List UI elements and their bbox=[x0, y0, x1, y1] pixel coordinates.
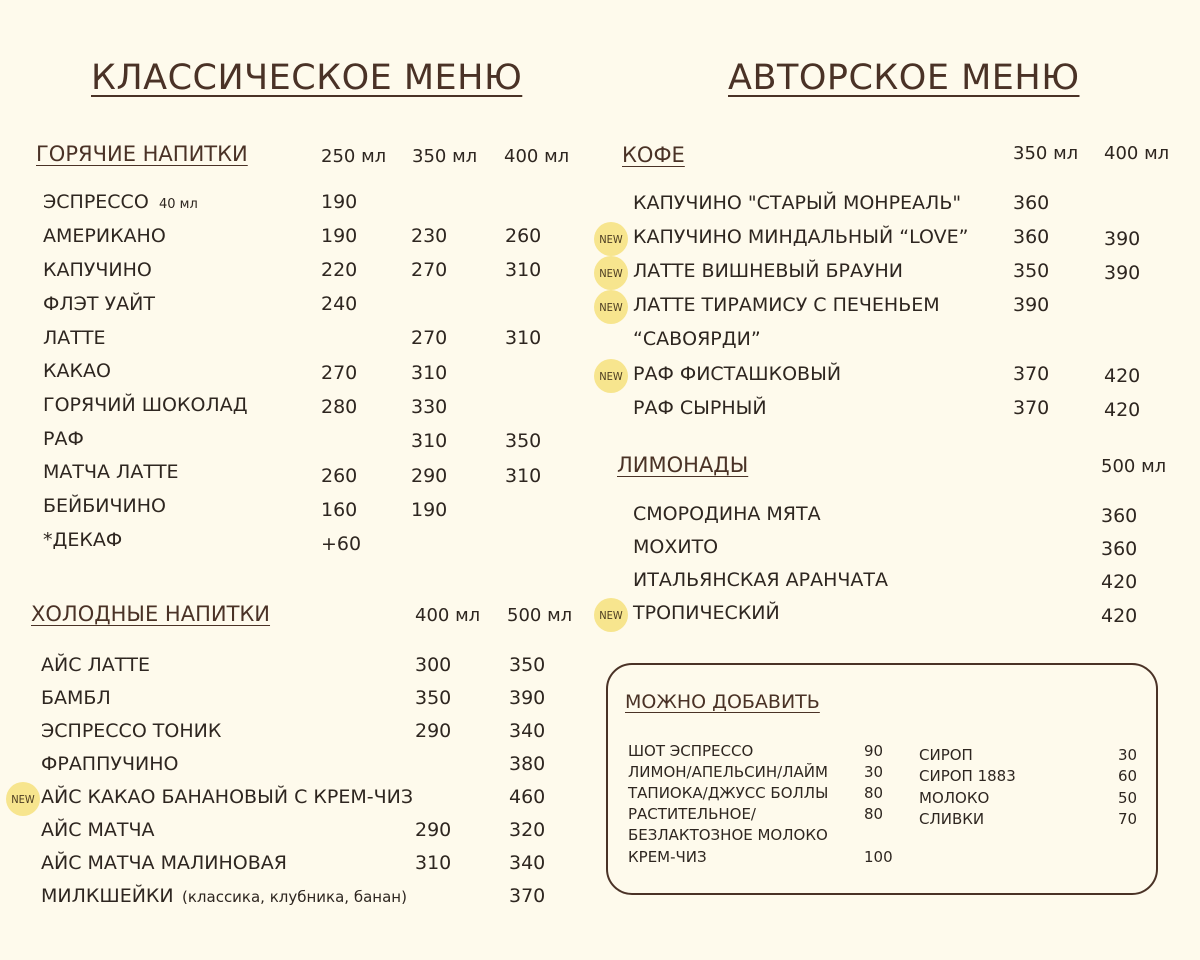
lemonade-item-name: ИТАЛЬЯНСКАЯ АРАНЧАТА bbox=[633, 569, 888, 591]
coffee-price: 390 bbox=[1104, 228, 1141, 250]
coffee-price: 370 bbox=[1013, 397, 1050, 419]
cold-size-400: 400 мл bbox=[415, 605, 481, 626]
new-badge: NEW bbox=[6, 782, 40, 816]
hot-item-name: БЕЙБИЧИНО bbox=[43, 495, 166, 517]
addon-name: ШОТ ЭСПРЕССО bbox=[628, 742, 754, 760]
cold-price: 350 bbox=[509, 654, 546, 676]
coffee-price: 360 bbox=[1013, 192, 1050, 214]
hot-item-name: ЭСПРЕССО bbox=[43, 191, 149, 213]
coffee-price: 420 bbox=[1104, 365, 1141, 387]
new-badge: NEW bbox=[594, 359, 628, 393]
coffee-item-name: “САВОЯРДИ” bbox=[633, 328, 761, 350]
hot-price: 220 bbox=[321, 259, 358, 281]
classic-menu-title: КЛАССИЧЕСКОЕ МЕНЮ bbox=[91, 58, 523, 98]
hot-price: 230 bbox=[411, 225, 448, 247]
cold-drinks-title: ХОЛОДНЫЕ НАПИТКИ bbox=[31, 602, 271, 626]
addon-price: 80 bbox=[864, 805, 884, 823]
addon-price: 70 bbox=[1118, 810, 1138, 828]
hot-item-name: ФЛЭТ УАЙТ bbox=[43, 293, 155, 315]
hot-price: 190 bbox=[321, 225, 358, 247]
cold-item-name: БАМБЛ bbox=[41, 687, 111, 709]
hot-price: 260 bbox=[505, 225, 542, 247]
addon-price: 90 bbox=[864, 742, 884, 760]
hot-price: 310 bbox=[411, 362, 448, 384]
coffee-price: 420 bbox=[1104, 399, 1141, 421]
hot-drinks-title: ГОРЯЧИЕ НАПИТКИ bbox=[36, 142, 248, 166]
addon-price: 80 bbox=[864, 784, 884, 802]
lemonades-size-500: 500 мл bbox=[1101, 456, 1167, 477]
coffee-title: КОФЕ bbox=[622, 143, 685, 167]
lemonade-item-name: МОХИТО bbox=[633, 536, 719, 558]
cold-price: 320 bbox=[509, 819, 546, 841]
cold-size-500: 500 мл bbox=[507, 605, 573, 626]
hot-price: 310 bbox=[505, 465, 542, 487]
hot-price: 290 bbox=[411, 465, 448, 487]
addon-price: 30 bbox=[1118, 746, 1138, 764]
coffee-item-name: ЛАТТЕ ТИРАМИСУ С ПЕЧЕНЬЕМ bbox=[633, 294, 940, 316]
cold-price: 300 bbox=[415, 654, 452, 676]
author-menu-title: АВТОРСКОЕ МЕНЮ bbox=[728, 58, 1080, 98]
lemonade-item-name: ТРОПИЧЕСКИЙ bbox=[633, 602, 780, 624]
coffee-item-name: ЛАТТЕ ВИШНЕВЫЙ БРАУНИ bbox=[633, 260, 904, 282]
cold-price: 380 bbox=[509, 753, 546, 775]
hot-price: 310 bbox=[505, 327, 542, 349]
hot-price: 240 bbox=[321, 293, 358, 315]
new-badge: NEW bbox=[594, 222, 628, 256]
hot-price: 270 bbox=[321, 362, 358, 384]
addon-name: ТАПИОКА/ДЖУСС БОЛЛЫ bbox=[628, 784, 829, 802]
new-badge: NEW bbox=[594, 598, 628, 632]
hot-price: +60 bbox=[321, 533, 362, 555]
hot-size-350: 350 мл bbox=[412, 146, 478, 167]
coffee-size-400: 400 мл bbox=[1104, 143, 1170, 164]
coffee-item-name: РАФ СЫРНЫЙ bbox=[633, 397, 767, 419]
hot-price: 330 bbox=[411, 396, 448, 418]
coffee-price: 370 bbox=[1013, 363, 1050, 385]
cold-item-note: (классика, клубника, банан) bbox=[182, 888, 407, 906]
coffee-item-name: КАПУЧИНО МИНДАЛЬНЫЙ “LOVE” bbox=[633, 226, 969, 248]
hot-size-250: 250 мл bbox=[321, 146, 387, 167]
addon-name: ЛИМОН/АПЕЛЬСИН/ЛАЙМ bbox=[628, 763, 828, 781]
cold-price: 350 bbox=[415, 687, 452, 709]
cold-item-name: АЙС КАКАО БАНАНОВЫЙ С КРЕМ-ЧИЗ bbox=[41, 786, 414, 808]
coffee-price: 360 bbox=[1013, 226, 1050, 248]
hot-item-name: КАКАО bbox=[43, 360, 111, 382]
hot-price: 270 bbox=[411, 327, 448, 349]
cold-item-name: ФРАППУЧИНО bbox=[41, 753, 179, 775]
hot-item-name: МАТЧА ЛАТТЕ bbox=[43, 461, 179, 483]
cold-price: 340 bbox=[509, 720, 546, 742]
coffee-item-name: КАПУЧИНО "СТАРЫЙ МОНРЕАЛЬ" bbox=[633, 192, 962, 214]
coffee-item-name: РАФ ФИСТАШКОВЫЙ bbox=[633, 363, 842, 385]
addon-name: СЛИВКИ bbox=[919, 810, 985, 828]
cold-price: 370 bbox=[509, 885, 546, 907]
hot-price: 310 bbox=[411, 430, 448, 452]
hot-item-name: КАПУЧИНО bbox=[43, 259, 152, 281]
lemonade-price: 420 bbox=[1101, 605, 1138, 627]
hot-item-name: *ДЕКАФ bbox=[43, 529, 123, 551]
hot-price: 350 bbox=[505, 430, 542, 452]
cold-price: 310 bbox=[415, 852, 452, 874]
addon-name: БЕЗЛАКТОЗНОЕ МОЛОКО bbox=[628, 826, 828, 844]
lemonade-item-name: СМОРОДИНА МЯТА bbox=[633, 503, 821, 525]
lemonade-price: 420 bbox=[1101, 571, 1138, 593]
hot-price: 260 bbox=[321, 465, 358, 487]
lemonade-price: 360 bbox=[1101, 505, 1138, 527]
addon-name: СИРОП bbox=[919, 746, 973, 764]
lemonades-title: ЛИМОНАДЫ bbox=[617, 453, 749, 477]
coffee-price: 390 bbox=[1104, 262, 1141, 284]
cold-price: 290 bbox=[415, 819, 452, 841]
cold-price: 390 bbox=[509, 687, 546, 709]
hot-price: 270 bbox=[411, 259, 448, 281]
hot-price: 310 bbox=[505, 259, 542, 281]
hot-price: 160 bbox=[321, 499, 358, 521]
addon-price: 30 bbox=[864, 763, 884, 781]
addon-name: МОЛОКО bbox=[919, 789, 990, 807]
cold-price: 340 bbox=[509, 852, 546, 874]
cold-item-name: АЙС ЛАТТЕ bbox=[41, 654, 151, 676]
addon-price: 100 bbox=[864, 848, 893, 866]
cold-item-name: АЙС МАТЧА bbox=[41, 819, 155, 841]
new-badge: NEW bbox=[594, 256, 628, 290]
hot-item-name: РАФ bbox=[43, 428, 84, 450]
coffee-size-350: 350 мл bbox=[1013, 143, 1079, 164]
addons-title: МОЖНО ДОБАВИТЬ bbox=[625, 691, 820, 713]
hot-price: 190 bbox=[321, 191, 358, 213]
coffee-price: 350 bbox=[1013, 260, 1050, 282]
addon-price: 60 bbox=[1118, 767, 1138, 785]
addon-name: КРЕМ-ЧИЗ bbox=[628, 848, 707, 866]
addon-price: 50 bbox=[1118, 789, 1138, 807]
new-badge: NEW bbox=[594, 290, 628, 324]
coffee-price: 390 bbox=[1013, 294, 1050, 316]
hot-price: 190 bbox=[411, 499, 448, 521]
cold-price: 460 bbox=[509, 786, 546, 808]
cold-price: 290 bbox=[415, 720, 452, 742]
hot-price: 280 bbox=[321, 396, 358, 418]
addon-name: СИРОП 1883 bbox=[919, 767, 1016, 785]
cold-item-name: ЭСПРЕССО ТОНИК bbox=[41, 720, 222, 742]
hot-item-name: ЛАТТЕ bbox=[43, 327, 106, 349]
hot-item-note: 40 мл bbox=[159, 197, 198, 212]
cold-item-name: АЙС МАТЧА МАЛИНОВАЯ bbox=[41, 852, 287, 874]
lemonade-price: 360 bbox=[1101, 538, 1138, 560]
addon-name: РАСТИТЕЛЬНОЕ/ bbox=[628, 805, 756, 823]
cold-item-name: МИЛКШЕЙКИ bbox=[41, 885, 174, 907]
hot-size-400: 400 мл bbox=[504, 146, 570, 167]
hot-item-name: ГОРЯЧИЙ ШОКОЛАД bbox=[43, 394, 248, 416]
hot-item-name: АМЕРИКАНО bbox=[43, 225, 166, 247]
